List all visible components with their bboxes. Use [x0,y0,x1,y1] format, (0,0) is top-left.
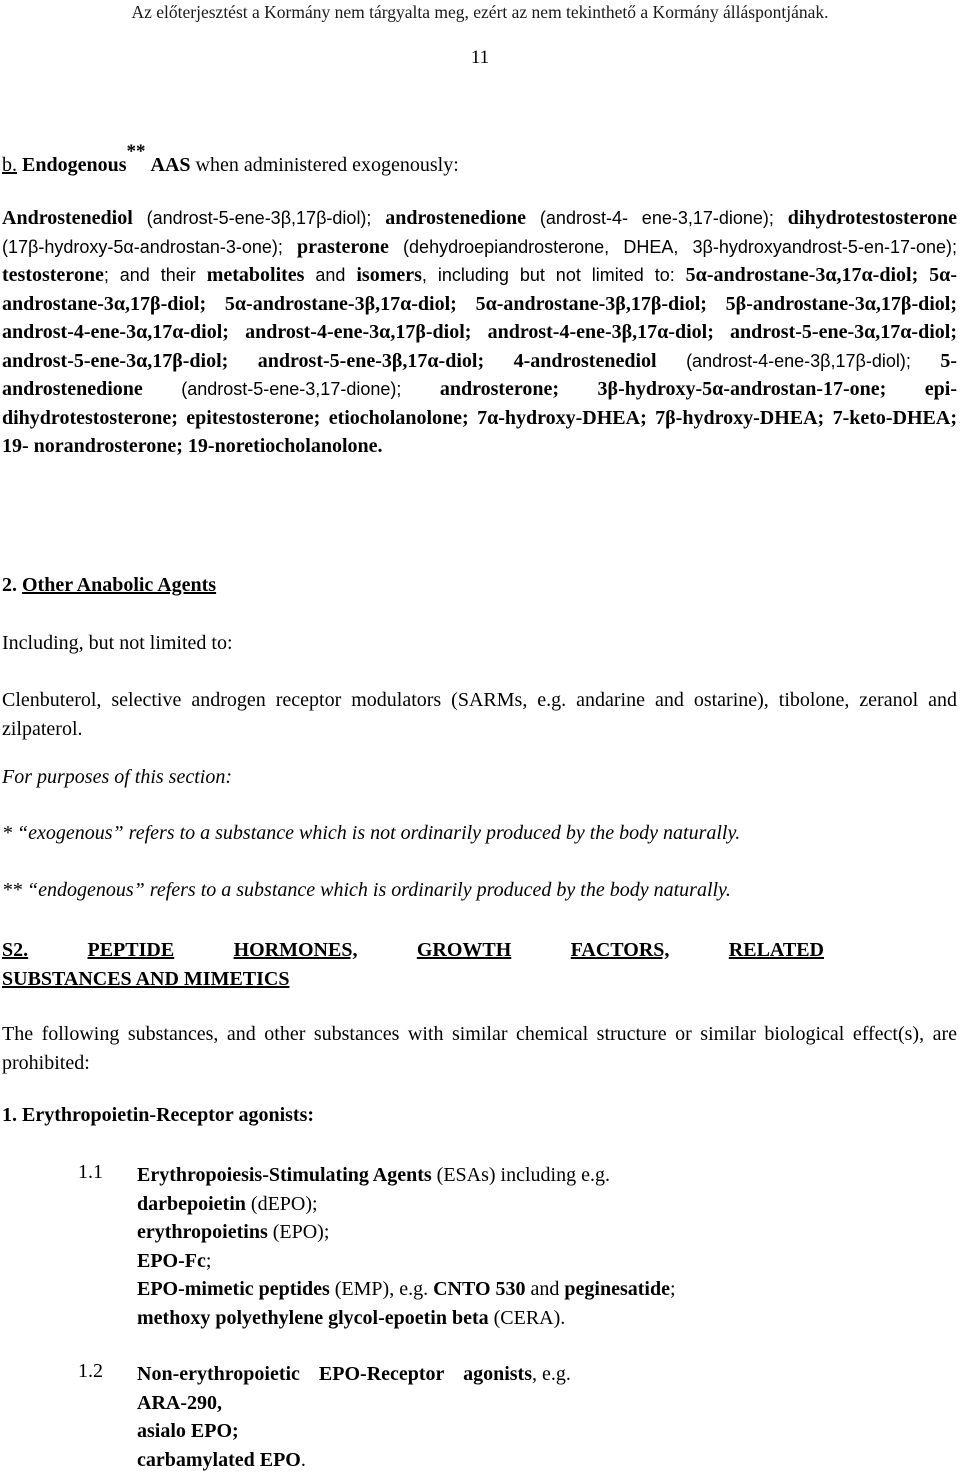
section-2-title: Other Anabolic Agents [22,574,216,596]
item-1-1-body [137,1161,676,1332]
footnote-endogenous: ** “endogenous” refers to a substance which is ordinarily produced by the body naturally. [2,879,957,902]
conjunction: and [531,1278,560,1300]
substance-final-list: androsterone; 3β-hydroxy-5α-androstan-17-one; epi-dihydrotestosterone; epitestosterone; etiocholanolone; 7α-hydroxy-DHEA; 7β-hydroxy-DHEA; 7-keto-DHEA; 19- norandrosterone; 19-noretiocholanolone. [2,378,957,457]
section-2-number: 2. [2,574,17,596]
section-b-title-aas: AAS [151,154,191,176]
section-2-body: Clenbuterol, selective androgen receptor modulators (SARMs, e.g. andarine and ostarine), tibolone, zeranol and zilpaterol. [2,686,957,743]
darbepoietin: darbepoietin [137,1193,246,1215]
erythro-heading: 1. Erythropoietin-Receptor agonists: [2,1104,957,1127]
substance-androstenedione: androstenedione [385,207,526,229]
darbepoietin-abbr: (dEPO); [251,1193,318,1215]
s2-word: HORMONES, [234,936,358,965]
carbamylated-epo: carbamylated EPO [137,1449,301,1471]
substance-desc: (androst-5-ene-3,17-dione); [181,379,401,399]
item-1-1-line [137,1247,676,1276]
s2-word: GROWTH [417,936,511,965]
substance-desc: ; and their [104,265,196,285]
substance-5-androstenedione: 5-androstenedione [2,350,957,401]
section-b-title-endogenous: Endogenous [22,154,127,176]
substance-desc: (17β-hydroxy-5α-androstan-3-one); [2,237,283,257]
section-2-intro: Including, but not limited to: [2,632,957,655]
erythropoietins-abbr: (EPO); [273,1221,330,1243]
purposes-label: For purposes of this section: [2,766,957,789]
substance-dihydrotestosterone: dihydrotestosterone [788,207,957,229]
item-1-1-line [137,1190,676,1219]
epo-mimetic-peptides: EPO-mimetic peptides [137,1278,330,1300]
section-b-title-rest: when administered exogenously: [196,154,459,176]
item-1-1-line [137,1218,676,1247]
section-b-label: b. [2,154,17,176]
substances-paragraph [2,204,957,461]
cnto-530: CNTO 530 [433,1278,525,1300]
item-1-2-line [137,1360,571,1389]
s2-heading-line1 [2,936,948,965]
substance-desc: (androst-4- ene-3,17-dione); [540,208,774,228]
esa-desc: (ESAs) including e.g. [437,1164,610,1186]
s2-heading-line2: SUBSTANCES AND MIMETICS [2,965,957,994]
punctuation: ; [206,1250,212,1272]
substance-prasterone: prasterone [297,236,389,258]
substance-desc: (androst-4-ene-3β,17β-diol); [686,351,911,371]
footnote-exogenous: * “exogenous” refers to a substance which is not ordinarily produced by the body naturally. [2,822,957,845]
substance-testosterone: testosterone [2,264,104,286]
substance-4-androstenediol: 4-androstenediol [514,350,657,372]
methoxy-peg-epoetin: methoxy polyethylene glycol-epoetin beta [137,1307,489,1329]
substance-androstenediol: Androstenediol [2,207,133,229]
item-1-2-line [137,1446,571,1474]
esa-label: Erythropoiesis-Stimulating Agents [137,1164,432,1186]
s2-word: RELATED [729,936,948,965]
non-erythropoietic-agonists: Non-erythropoietic EPO-Receptor agonists [137,1363,532,1385]
section-2-heading [2,574,957,597]
substance-desc: (dehydroepiandrosterone, DHEA, 3β-hydroxyandrost-5-en-17-one); [403,237,957,257]
substance-desc: and [315,265,345,285]
item-1-1-line [137,1275,676,1304]
eg-label: , e.g. [532,1363,571,1385]
punctuation: ; [670,1278,676,1300]
item-1-2-number: 1.2 [78,1360,103,1383]
substance-desc: , including but not limited to: [422,265,675,285]
s2-word: PEPTIDE [88,936,175,965]
page-number: 11 [0,47,960,69]
section-b-title-sup: ** [127,141,146,162]
s2-word: FACTORS, [571,936,670,965]
s2-intro: The following substances, and other substances with similar chemical structure or similar biological effect(s), are prohibited: [2,1020,957,1077]
substance-metabolites: metabolites [207,264,305,286]
punctuation: . [301,1449,306,1471]
header-note: Az előterjesztést a Kormány nem tárgyalta meg, ezért az nem tekinthető a Kormány álláspontjának. [0,2,960,23]
erythropoietins: erythropoietins [137,1221,268,1243]
item-1-2-body [137,1360,571,1474]
substance-desc: (androst-5-ene-3β,17β-diol); [147,208,372,228]
emp-desc: (EMP), e.g. [335,1278,428,1300]
cera-abbr: (CERA). [494,1307,566,1329]
asialo-epo: asialo EPO; [137,1417,571,1446]
ara-290: ARA-290, [137,1389,571,1418]
item-1-1-number: 1.1 [78,1161,103,1184]
substance-isomers: isomers [356,264,422,286]
item-1-1-line [137,1304,676,1333]
epo-fc: EPO-Fc [137,1250,206,1272]
s2-code: S2. [2,936,28,965]
peginesatide: peginesatide [564,1278,670,1300]
substance-diol-list: 5α-androstane-3α,17α-diol; 5α-androstane-3α,17β-diol; 5α-androstane-3β,17α-diol; 5α-androstane-3β,17β-diol; 5β-androstane-3α,17β-diol; androst-4-ene-3α,17α-diol; androst-4-ene-3α,17β-diol; androst-4-ene-3β,17α-diol; androst-5-ene-3α,17α-diol; androst-5-ene-3α,17β-diol; androst-5-ene-3β,17α-diol; [2,264,957,372]
item-1-1-line [137,1161,676,1190]
section-b-heading [2,150,957,181]
s2-heading [2,936,957,994]
